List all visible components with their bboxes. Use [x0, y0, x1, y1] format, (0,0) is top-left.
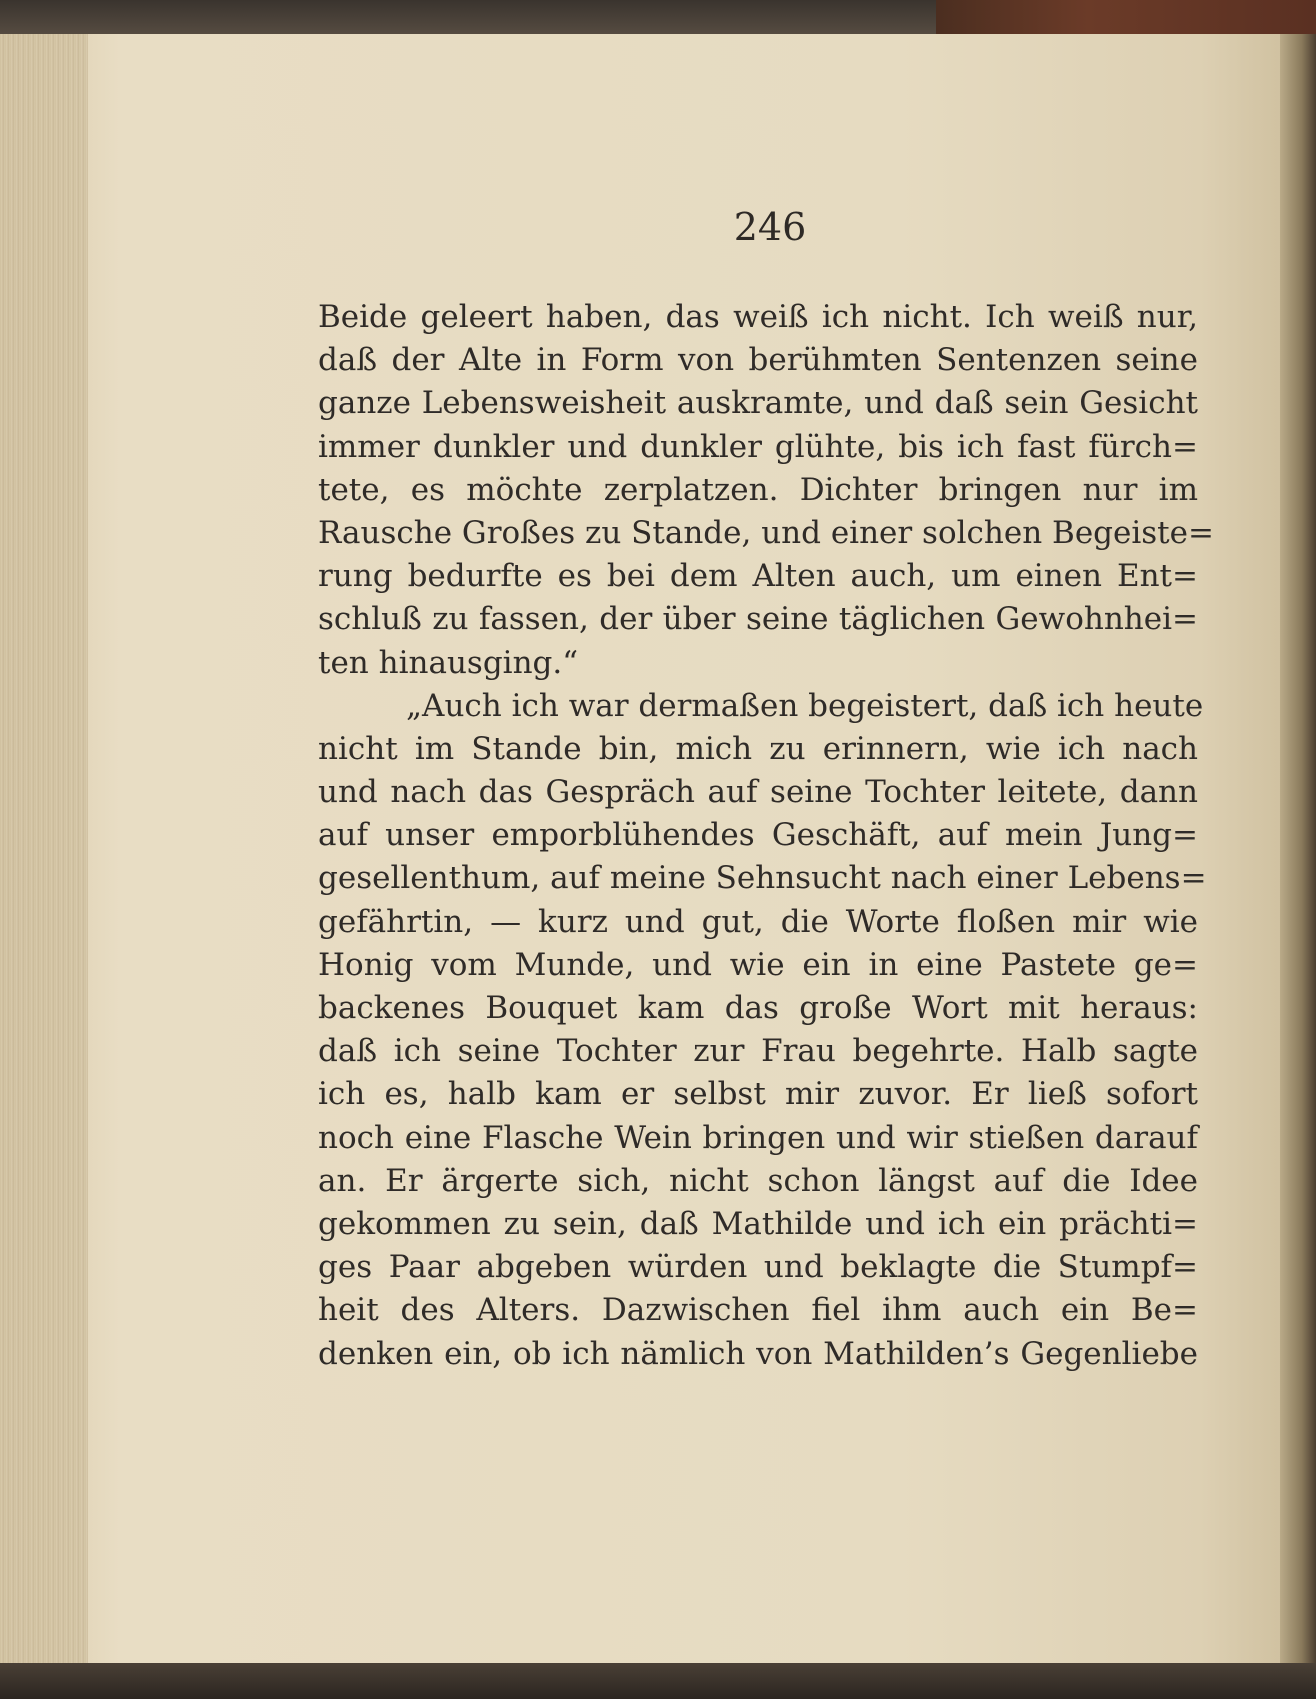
text-line: daß ich seine Tochter zur Frau begehrte. Halb sagte — [318, 1033, 1198, 1070]
page-stack-edge — [0, 34, 88, 1666]
text-line: nicht im Stande bin, mich zu erinnern, wie ich nach — [318, 730, 1198, 767]
text-line: Rausche Großes zu Stande, und einer solchen Begeiste= — [318, 514, 1214, 551]
text-line: auf unser emporblühendes Geschäft, auf mein Jung= — [318, 817, 1198, 854]
text-line: rung bedurfte es bei dem Alten auch, um einen Ent= — [318, 558, 1198, 595]
paragraph — [318, 685, 1207, 1376]
text-line: Honig vom Munde, und wie ein in eine Pastete ge= — [318, 946, 1198, 983]
text-line: ganze Lebensweisheit auskramte, und daß sein Gesicht — [318, 385, 1198, 422]
paragraph — [318, 296, 1214, 685]
book-bottom-edge — [0, 1663, 1316, 1699]
text-line: gekommen zu sein, daß Mathilde und ich ein prächti= — [318, 1205, 1198, 1242]
text-line: gefährtin, — kurz und gut, die Worte floßen mir wie — [318, 903, 1198, 940]
text-line: Beide geleert haben, das weiß ich nicht. Ich weiß nur, — [318, 299, 1198, 335]
text-line: und nach das Gespräch auf seine Tochter leitete, dann — [318, 774, 1198, 811]
text-line: heit des Alters. Dazwischen fiel ihm auch ein Be= — [318, 1292, 1198, 1329]
text-line: „Auch ich war dermaßen begeistert, daß ich heute — [406, 687, 1204, 724]
text-line: noch eine Flasche Wein bringen und wir stießen darauf — [318, 1119, 1198, 1156]
page-number: 246 — [733, 205, 807, 249]
gutter-shadow — [1280, 34, 1316, 1666]
book-cover-edge — [936, 0, 1316, 34]
text-line: tete, es möchte zerplatzen. Dichter bringen nur im — [318, 471, 1198, 508]
text-line: gesellenthum, auf meine Sehnsucht nach einer Lebens= — [318, 860, 1207, 897]
text-line: daß der Alte in Form von berühmten Sentenzen seine — [318, 342, 1198, 379]
text-line: immer dunkler und dunkler glühte, bis ich fast fürch= — [318, 428, 1198, 465]
text-line: an. Er ärgerte sich, nicht schon längst auf die Idee — [318, 1162, 1198, 1199]
body-text — [318, 296, 1214, 1376]
text-line: ich es, halb kam er selbst mir zuvor. Er ließ sofort — [318, 1076, 1198, 1113]
text-line: ten hinausging.“ — [318, 644, 579, 681]
text-line: ges Paar abgeben würden und beklagte die Stumpf= — [318, 1249, 1198, 1286]
text-line: schluß zu fassen, der über seine täglichen Gewohnhei= — [318, 601, 1198, 638]
text-line: denken ein, ob ich nämlich von Mathilden’s Gegenliebe — [318, 1335, 1198, 1372]
text-line: backenes Bouquet kam das große Wort mit heraus: — [318, 990, 1198, 1026]
